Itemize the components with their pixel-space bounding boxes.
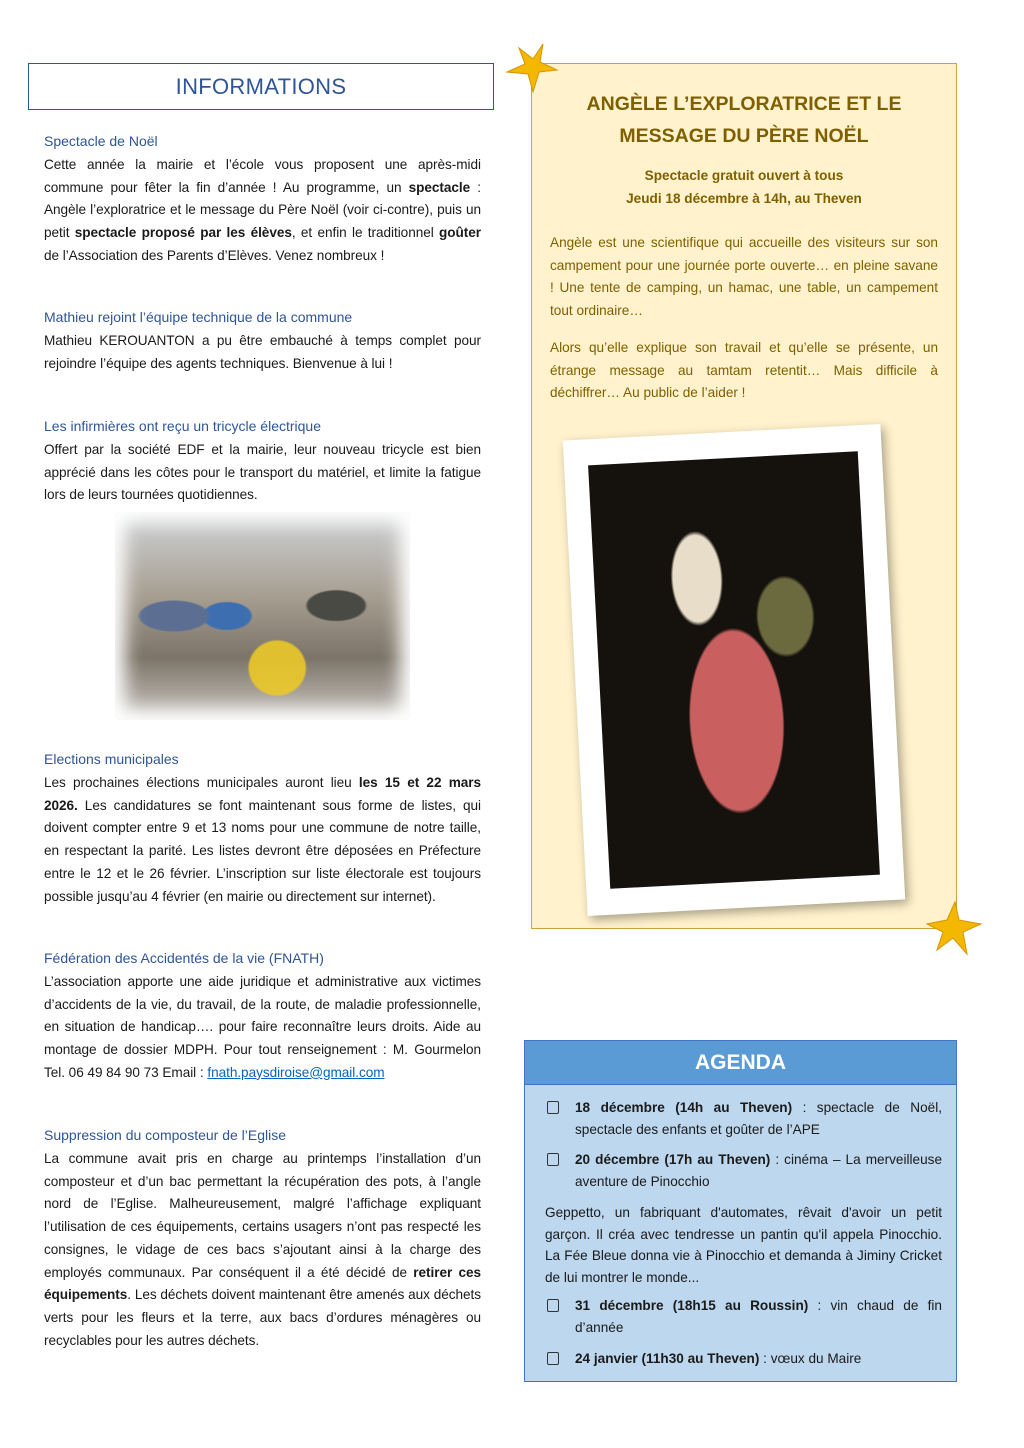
feature-paragraph: Angèle est une scientifique qui accueille des visiteurs sur son campement pour une journée porte ouverte… en pleine savane ! Une tente de camping, un hamac, une table, un campement tout ordinaire… — [550, 235, 938, 319]
text-segment: Mathieu KEROUANTON a pu être embauché à temps complet pour rejoindre l’équipe des agents techniques. Bienvenue à lui ! — [44, 333, 481, 371]
section-body — [44, 154, 481, 268]
section-composteur — [44, 1125, 481, 1352]
section-body — [44, 772, 481, 908]
text-segment: Offert par la société EDF et la mairie, leur nouveau tricycle est bien apprécié dans les côtes pour le transport du matériel, et limite la fatigue lors de leurs tournées quotidiennes. — [44, 442, 481, 503]
text-segment: L’association apporte une aide juridique et administrative aux victimes d’accidents de la vie, du travail, de la route, de maladie professionnelle, en situation de handicap…. pour faire reconnaître leurs droits. Aide au montage de dossier MDPH. Pour tout renseignement : M. Gourmelon Tel. 06 49 84 90 73 Email : — [44, 974, 481, 1080]
checkbox-icon — [547, 1153, 559, 1166]
agenda-box — [524, 1040, 957, 1382]
agenda-item — [575, 1295, 942, 1338]
section-body — [44, 1148, 481, 1352]
section-body — [44, 971, 481, 1085]
text-segment: retirer ces équipements — [44, 1264, 481, 1303]
feature-subtitle — [532, 165, 956, 210]
text-segment: : Angèle l’exploratrice et le message du Père Noël (voir ci-contre), puis un petit — [44, 179, 481, 241]
agenda-item-date: 31 décembre (18h15 au Roussin) — [575, 1298, 809, 1313]
section-tricycle — [44, 416, 481, 507]
text-segment: . Les déchets doivent maintenant être amenés aux déchets verts pour les fleurs et la terre, aux bacs d’ordures ménagères ou recyclables pour les autres déchets. — [44, 1287, 481, 1348]
tricycle-photo — [115, 512, 410, 720]
feature-title-line: MESSAGE DU PÈRE NOËL — [619, 125, 869, 147]
section-heading: Fédération des Accidentés de la vie (FNATH) — [44, 950, 324, 966]
informations-title: INFORMATIONS — [175, 73, 347, 99]
agenda-item-text: : vin chaud de fin d’année — [575, 1298, 942, 1335]
section-heading: Suppression du composteur de l’Eglise — [44, 1127, 287, 1143]
section-heading: Les infirmières ont reçu un tricycle électrique — [44, 418, 322, 434]
feature-title-line: ANGÈLE L’EXPLORATRICE ET LE — [586, 93, 902, 115]
agenda-item — [575, 1348, 942, 1370]
email-link[interactable]: fnath.paysdiroise@gmail.com — [207, 1064, 385, 1080]
agenda-item-text: : cinéma – La merveilleuse aventure de Pinocchio — [575, 1152, 943, 1189]
star-icon — [925, 900, 983, 956]
section-heading: Elections municipales — [44, 751, 179, 767]
star-icon — [503, 42, 559, 96]
text-segment: La commune avait pris en charge au printemps l’installation d’un composteur et d’un bac permettant la récupération des pots, à l’angle nord de l’Eglise. Malheureusement, malgré l’affichage expliquant l’utilisation de ces équipements, certains usagers n’ont pas respecté les consignes, le vidage de ces bacs s’ajoutant ainsi à la charge des employés communaux. Par conséquent il a été décidé de — [44, 1151, 481, 1280]
checkbox-icon — [547, 1352, 559, 1365]
show-photo — [563, 424, 905, 916]
agenda-item-text: : spectacle de Noël, spectacle des enfants et goûter de l’APE — [575, 1100, 942, 1137]
section-heading: Mathieu rejoint l’équipe technique de la commune — [44, 309, 353, 325]
section-body — [44, 330, 481, 375]
agenda-description: Geppetto, un fabriquant d'automates, rêvait d'avoir un petit garçon. Il créa avec tendresse un pantin qu'il appela Pinocchio. La Fée Bleue donna vie à Pinocchio et demanda à Jiminy Cricket de lui montrer le monde... — [545, 1205, 942, 1285]
feature-subtitle-line: Spectacle gratuit ouvert à tous — [644, 168, 844, 183]
checkbox-icon — [547, 1299, 559, 1312]
text-segment: , et enfin le traditionnel — [291, 225, 440, 241]
agenda-title: AGENDA — [525, 1041, 956, 1085]
text-segment: Les candidatures se font maintenant sous forme de listes, qui doivent compter entre 9 et 13 noms pour une commune de notre taille, en respectant la parité. Les listes devront être déposées en Préfecture entre le 12 et le 26 février. L’inscription sur liste électorale est toujours possible jusqu’au 4 février (en mairie ou directement sur internet). — [44, 797, 481, 904]
feature-paragraph: Alors qu’elle explique son travail et qu’elle se présente, un étrange message au tamtam retentit… Mais difficile à déchiffrer… Au public de l’aider ! — [550, 340, 938, 401]
informations-title-box — [28, 63, 494, 110]
text-segment: les 15 et 22 mars 2026. — [44, 775, 482, 813]
text-segment: Cette année la mairie et l’école vous proposent une après-midi commune pour fêter la fin d’année ! Au programme, un — [44, 157, 481, 195]
checkbox-icon — [547, 1101, 559, 1114]
section-mathieu — [44, 307, 481, 375]
text-segment: goûter — [439, 225, 482, 241]
section-elections — [44, 749, 481, 908]
agenda-item — [575, 1149, 942, 1192]
section-fnath — [44, 948, 481, 1085]
feature-subtitle-line: Jeudi 18 décembre à 14h, au Theven — [626, 190, 862, 206]
show-photo-image — [588, 451, 880, 889]
text-segment: Les prochaines élections municipales auront lieu — [44, 775, 359, 790]
section-spectacle — [44, 131, 481, 268]
agenda-item-date: 24 janvier (11h30 au Theven) — [575, 1351, 760, 1366]
section-body — [44, 439, 481, 507]
section-heading: Spectacle de Noël — [44, 133, 158, 149]
agenda-item — [575, 1097, 942, 1140]
text-segment: spectacle — [408, 179, 471, 195]
text-segment: de l’Association des Parents d’Elèves. Venez nombreux ! — [44, 247, 385, 263]
text-segment: spectacle proposé par les élèves — [74, 225, 292, 241]
agenda-item-text: : vœux du Maire — [759, 1351, 862, 1366]
feature-title — [532, 88, 956, 152]
agenda-item-date: 20 décembre (17h au Theven) — [575, 1152, 771, 1167]
agenda-item-date: 18 décembre (14h au Theven) — [575, 1100, 793, 1115]
